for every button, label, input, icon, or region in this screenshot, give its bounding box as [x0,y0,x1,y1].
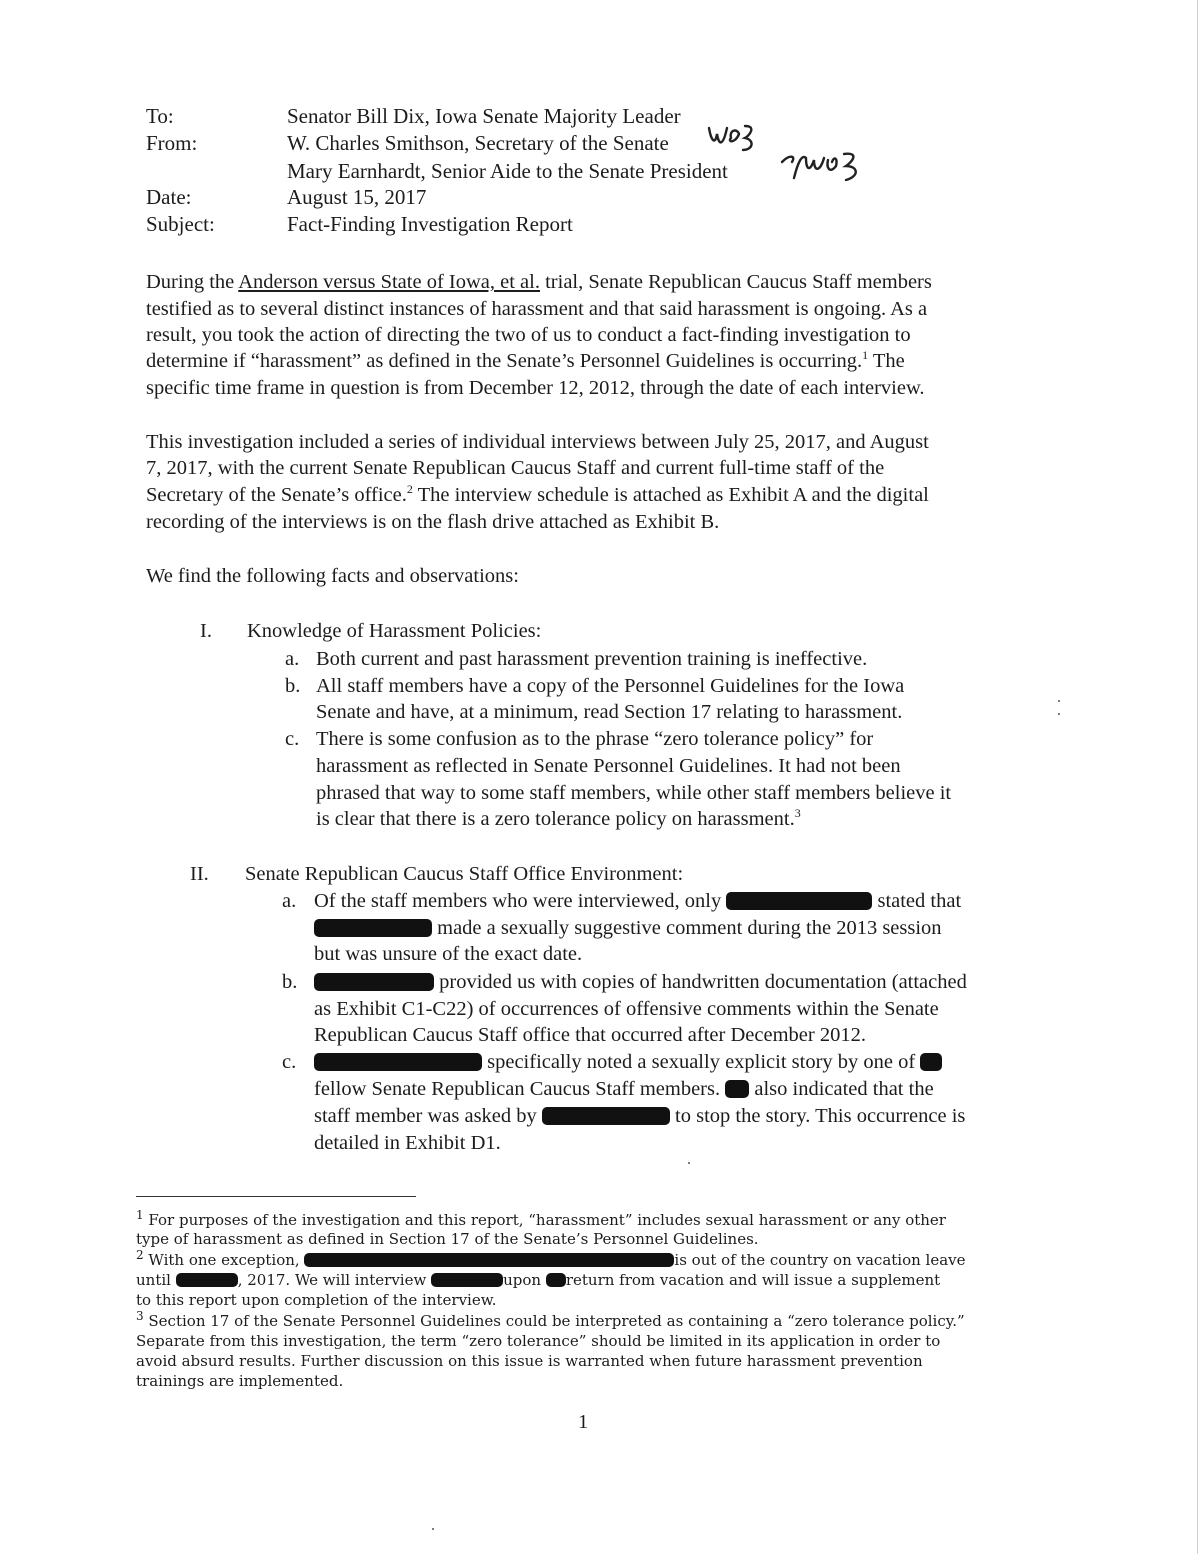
section1-heading: Knowledge of Harassment Policies: [247,620,542,642]
redaction [726,892,872,910]
section1-a-line1: Both current and past harassment prevention training is ineffective. [316,648,868,670]
to-label: To: [146,104,174,128]
text: Secretary of the Senate’s office. [146,484,407,506]
para1-line4 [146,349,905,374]
text: trial, Senate Republican Caucus Staff members [539,271,932,293]
text: Of the staff members who were interviewed, only [314,890,722,912]
text: made a sexually suggestive comment during the 2013 session [432,917,942,939]
scan-speck [688,1162,690,1164]
redaction [920,1053,942,1071]
text: until [136,1271,176,1289]
text: , 2017. We will interview [237,1271,432,1289]
section1-numeral: I. [200,620,212,642]
section1-c-line1: There is some confusion as to the phrase “zero tolerance policy” for [316,728,874,750]
para1-line1 [146,270,932,295]
text: staff member was asked by [314,1105,542,1127]
section1-a-letter: a. [285,648,300,670]
footnote-3-line1 [136,1309,965,1331]
footnote-mark: 1 [136,1208,144,1222]
case-name: Anderson versus State of Iowa, et al. [238,271,540,293]
text: specifically noted a sexually explicit story by one of [482,1051,921,1073]
section2-numeral: II. [190,863,209,885]
footnote-3-line2: Separate from this investigation, the term “zero tolerance” should be limited in its application in order to [136,1332,941,1350]
findings-intro: We find the following facts and observations: [146,565,519,587]
text: stated that [872,890,962,912]
footnote-1-line1 [136,1208,946,1230]
redaction [546,1273,566,1287]
subject-value: Fact-Finding Investigation Report [287,212,573,236]
from-value-2: Mary Earnhardt, Senior Aide to the Senate President [287,159,728,183]
date-value: August 15, 2017 [287,185,427,209]
footnote-3-line3: avoid absurd results. Further discussion on this issue is warranted when future harassment prevention [136,1352,923,1370]
redaction [314,973,434,991]
text: is out of the country on vacation leave [674,1251,966,1269]
redaction [314,1053,482,1071]
date-label: Date: [146,185,192,209]
section1-b-letter: b. [285,675,301,697]
scan-edge [1197,0,1198,1554]
redaction [304,1253,674,1267]
text: is clear that there is a zero tolerance policy on harassment. [316,808,795,830]
section1-c-line4 [316,807,801,832]
section2-b-line1 [314,970,967,995]
redaction [314,919,432,937]
from-value-1: W. Charles Smithson, Secretary of the Senate [287,131,669,155]
section2-c-line4: detailed in Exhibit D1. [314,1132,501,1154]
footnote-mark: 3 [136,1309,144,1323]
section2-b-line2: as Exhibit C1-C22) of occurrences of offensive comments within the Senate [314,998,939,1020]
from-label: From: [146,131,198,155]
section2-b-letter: b. [282,971,298,993]
section1-b-line2: Senate and have, at a minimum, read Section 17 relating to harassment. [316,701,903,723]
footnote-3-line4: trainings are implemented. [136,1372,344,1390]
text: provided us with copies of handwritten documentation (attached [434,971,967,993]
section2-a-letter: a. [282,890,297,912]
text: determine if “harassment” as defined in the Senate’s Personnel Guidelines is occurring. [146,350,863,372]
scan-speck [1058,713,1060,715]
section2-a-line3: but was unsure of the exact date. [314,943,583,965]
text: to stop the story. This occurrence is [669,1105,966,1127]
subject-label: Subject: [146,212,215,236]
redaction [542,1107,670,1125]
footnote-ref-2: 2 [406,482,413,497]
para1-line5: specific time frame in question is from December 12, 2012, through the date of each interview. [146,377,925,399]
section2-a-line1 [314,889,961,914]
footnote-2-line1 [136,1248,966,1270]
section2-c-line2 [314,1077,934,1102]
footnote-mark: 2 [136,1248,144,1262]
section1-c-line2: harassment as reflected in Senate Personnel Guidelines. It had not been [316,755,901,777]
section2-heading: Senate Republican Caucus Staff Office Environment: [245,863,684,885]
scan-speck [432,1528,434,1530]
para1-line3: result, you took the action of directing the two of us to conduct a fact-finding investigation to [146,324,911,346]
para1-line2: testified as to several distinct instances of harassment and that said harassment is ongoing. As a [146,298,928,320]
redaction [176,1273,238,1287]
section1-b-line1: All staff members have a copy of the Personnel Guidelines for the Iowa [316,675,905,697]
para2-line4: recording of the interviews is on the flash drive attached as Exhibit B. [146,511,720,533]
text: return from vacation and will issue a supplement [565,1271,941,1289]
footnote-ref-1: 1 [862,348,869,363]
text: upon [503,1271,546,1289]
text: During the [146,271,239,293]
page-number: 1 [578,1411,589,1433]
text: The interview schedule is attached as Exhibit A and the digital [412,484,929,506]
section1-c-letter: c. [285,728,300,750]
text: For purposes of the investigation and this report, “harassment” includes sexual harassment or any other [143,1211,946,1229]
footnote-ref-3: 3 [794,806,801,821]
section2-b-line3: Republican Caucus Staff office that occurred after December 2012. [314,1024,866,1046]
text: With one exception, [143,1251,305,1269]
para2-line3 [146,483,929,508]
redaction [725,1080,749,1098]
section2-a-line2 [314,916,942,941]
initials-signature-icon-me [780,148,872,192]
text: The [868,350,905,372]
para2-line1: This investigation included a series of individual interviews between July 25, 2017, and August [146,431,929,453]
footnote-2-line2 [136,1271,940,1290]
footnote-1-line2: type of harassment as defined in Section 17 of the Senate’s Personnel Guidelines. [136,1230,759,1248]
section2-c-line3 [314,1104,965,1129]
text: Section 17 of the Senate Personnel Guidelines could be interpreted as containing a “zero tolerance policy.” [143,1312,965,1330]
footnote-separator [136,1196,416,1197]
section1-c-line3: phrased that way to some staff members, while other staff members believe it [316,782,952,804]
scan-speck [1058,700,1060,702]
redaction [431,1273,503,1287]
text: also indicated that the [749,1078,934,1100]
para2-line2: 7, 2017, with the current Senate Republican Caucus Staff and current full-time staff of the [146,457,885,479]
footnote-2-line3: to this report upon completion of the interview. [136,1291,497,1309]
text: fellow Senate Republican Caucus Staff members. [314,1078,726,1100]
to-value: Senator Bill Dix, Iowa Senate Majority Leader [287,104,681,128]
section2-c-line1 [314,1050,942,1075]
initials-signature-icon-wcs [705,120,761,162]
section2-c-letter: c. [282,1051,297,1073]
